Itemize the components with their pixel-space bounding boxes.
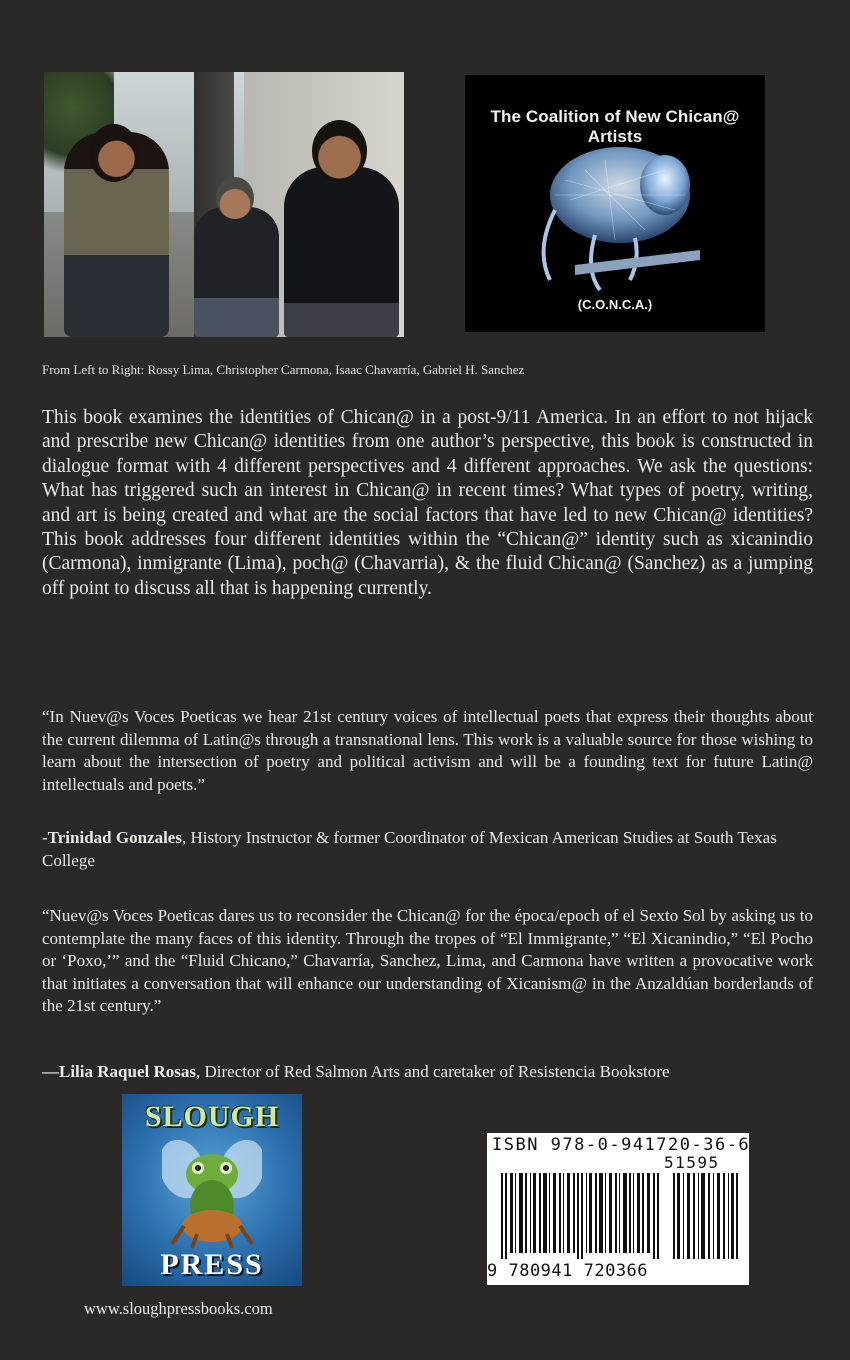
publisher-website[interactable]: www.sloughpressbooks.com bbox=[84, 1299, 273, 1318]
attribution-author: Trinidad Gonzales bbox=[47, 828, 182, 847]
attribution-dash: - bbox=[42, 828, 48, 847]
conca-logo-title: The Coalition of New Chican@ Artists bbox=[490, 107, 740, 146]
cicada-fossil-icon bbox=[525, 130, 705, 300]
isbn-number: ISBN 978-0-941720-36-6 bbox=[492, 1135, 751, 1155]
book-description bbox=[42, 406, 813, 601]
barcode-digits: 9 780941 720366 bbox=[487, 1261, 649, 1281]
blurb-2-quote bbox=[42, 905, 813, 1018]
attribution-role: , Director of Red Salmon Arts and caretaker of Resistencia Bookstore bbox=[195, 1062, 670, 1081]
authors-photo bbox=[44, 72, 404, 337]
conca-logo-subtitle: (C.O.N.C.A.) bbox=[577, 297, 653, 312]
attribution-role: , History Instructor & former Coordinator of Mexican American Studies at South Texas College bbox=[42, 828, 777, 870]
price-code: 51595 bbox=[664, 1153, 720, 1172]
cicada-icon bbox=[162, 1134, 262, 1249]
blurb-1-attribution bbox=[42, 827, 813, 872]
blurb-quote-text: “Nuev@s Voces Poeticas dares us to reconsider the Chican@ for the época/epoch of el Sexto Sol by asking us to contemplate the many faces of this identity. Through the tropes of “El Immigrante,” “El Xicanindio,” “El Pocho or ‘Poxo,’” and the “Fluid Chicano,” Chavarría, Sanchez, Lima, and Carmona have written a provocative work that initiates a conversation that will enhance our understanding of Xicanism@ in the Anzaldúan borderlands of the 21st century.” bbox=[42, 906, 813, 1015]
publisher-logo-bottom: PRESS bbox=[160, 1248, 264, 1281]
publisher-logo-top: SLOUGH bbox=[144, 1100, 280, 1133]
blurb-quote-text: “In Nuev@s Voces Poeticas we hear 21st century voices of intellectual poets that express their thoughts about the current dilemma of Latin@s through a transnational lens. This work is a valuable source for those wishing to learn about the intersection of poetry and political activism and will be a founding text for future Latin@ intellectuals and poets.” bbox=[42, 707, 813, 794]
isbn-barcode bbox=[487, 1133, 749, 1285]
ean-barcode-bars bbox=[501, 1173, 661, 1259]
price-barcode-bars bbox=[673, 1173, 739, 1259]
photo-caption: From Left to Right: Rossy Lima, Christopher Carmona, Isaac Chavarría, Gabriel H. Sanchez bbox=[42, 362, 525, 377]
blurb-1-quote bbox=[42, 706, 813, 796]
attribution-author: Lilia Raquel Rosas bbox=[59, 1062, 196, 1081]
attribution-dash: — bbox=[42, 1062, 59, 1081]
slough-press-logo bbox=[122, 1094, 302, 1286]
description-text: This book examines the identities of Chican@ in a post-9/11 America. In an effort to not hijack and prescribe new Chican@ identities from one author’s perspective, this book is constructed in dialogue format with 4 different perspectives and 4 different approaches. We ask the questions: What has triggered such an interest in Chican@ in recent times? What types of poetry, writing, and art is being created and what are the social factors that have led to new Chican@ identities? This book addresses four different identities within the “Chican@” identity such as xicanindio (Carmona), inmigrante (Lima), poch@ (Chavarria), & the fluid Chican@ (Sanchez) as a jumping off point to discuss all that is happening currently. bbox=[42, 407, 813, 599]
blurb-2-attribution bbox=[42, 1061, 813, 1084]
conca-logo bbox=[465, 75, 765, 332]
